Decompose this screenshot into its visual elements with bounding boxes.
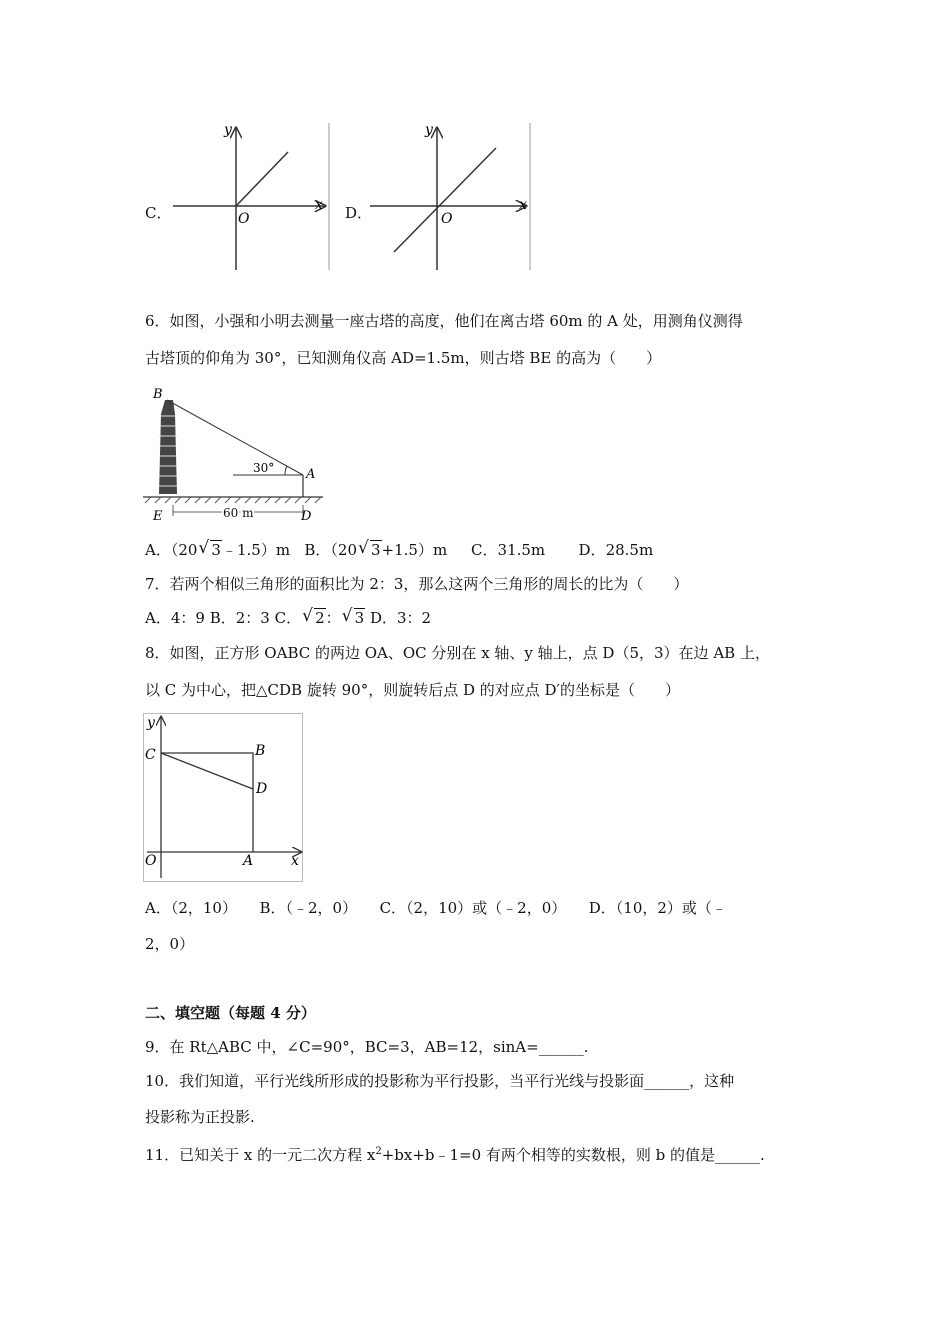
q7-option-d: D．3：2 <box>369 609 432 627</box>
q6-line-2: 古塔顶的仰角为 30°，已知测角仪高 AD=1.5m，则古塔 BE 的高为（ ） <box>145 349 662 367</box>
label-a: A <box>306 467 316 482</box>
section-2-title: 二、填空题（每题 4 分） <box>145 1004 316 1022</box>
q6-option-d: D．28.5m <box>578 541 654 559</box>
x-axis-label: x <box>519 197 527 213</box>
option-c-label: C． <box>145 204 172 222</box>
q11-superscript: 2 <box>375 1146 382 1157</box>
q10-line-2: 投影称为正投影. <box>145 1108 255 1126</box>
q7-option-a: A．4：9 <box>145 609 205 627</box>
x-axis-label: x <box>291 853 299 869</box>
q8-line-2: 以 C 为中心，把△CDB 旋转 90°，则旋转后点 D 的对应点 D′的坐标是（ ） <box>145 681 680 699</box>
label-o: O <box>145 853 157 869</box>
option-d-graph <box>366 118 536 274</box>
angle-label: 30° <box>253 461 275 475</box>
label-d: D <box>256 781 268 797</box>
q8-options-line-2: 2，0） <box>145 935 195 953</box>
label-e: E <box>153 509 163 524</box>
q6-line-1: 6．如图，小强和小明去测量一座古塔的高度，他们在离古塔 60m 的 A 处，用测角仪测得 <box>145 312 743 330</box>
q10-line-1: 10．我们知道，平行光线所形成的投影称为平行投影，当平行光线与投影面______，这种 <box>145 1072 735 1090</box>
label-b: B <box>255 743 266 759</box>
q8-options-line-1: A．（2，10） B．（﹣2，0） C．（2，10）或（﹣2，0） D．（10，2）或（﹣ <box>145 899 727 917</box>
graph-line <box>236 152 288 206</box>
ground-hatch <box>145 497 321 503</box>
origin-label: O <box>238 211 250 227</box>
q7-options <box>145 608 431 628</box>
label-c: C <box>145 747 156 763</box>
q9-text: 9．在 Rt△ABC 中，∠C=90°，BC=3，AB=12，sinA=______. <box>145 1038 589 1056</box>
tower-icon <box>159 400 177 494</box>
q7-option-c: C．√ 2：√ 3 <box>275 609 366 627</box>
sight-line <box>167 400 303 475</box>
option-d-label: D． <box>345 204 373 222</box>
origin-label: O <box>441 211 453 227</box>
q6-option-c: C．31.5m <box>471 541 546 559</box>
distance-label: 60 m <box>223 506 254 520</box>
label-d: D <box>301 509 312 524</box>
y-axis-label: y <box>224 122 232 138</box>
q6-options <box>145 540 653 560</box>
angle-arc <box>285 466 287 475</box>
y-axis-label: y <box>147 715 155 731</box>
q6-option-b: B．（20√ 3+1.5）m <box>304 541 447 559</box>
q8-square-figure <box>143 713 305 883</box>
q6-option-a: A．（20√ 3﹣1.5）m <box>145 541 290 559</box>
segment-cd <box>161 753 253 789</box>
y-axis-label: y <box>425 122 433 138</box>
figure-frame <box>144 714 303 882</box>
graph-line <box>394 148 496 252</box>
q6-tower-figure <box>143 384 328 524</box>
q8-line-1: 8．如图，正方形 OABC 的两边 OA、OC 分别在 x 轴、y 轴上，点 D（5，3）在边 AB 上， <box>145 644 770 662</box>
square-oabc <box>161 753 253 852</box>
q7-option-b: B．2：3 <box>209 609 270 627</box>
x-axis-label: x <box>315 197 323 213</box>
q7-line-1: 7．若两个相似三角形的面积比为 2：3，那么这两个三角形的周长的比为（ ） <box>145 575 689 593</box>
label-b: B <box>153 387 163 402</box>
option-c-graph <box>165 118 335 274</box>
label-a: A <box>243 853 254 869</box>
q11-text: 11．已知关于 x 的一元二次方程 $x^2+bx+b﹣1=0$ 有两个相等的实数根，则 b 的值是______. <box>145 1146 765 1164</box>
